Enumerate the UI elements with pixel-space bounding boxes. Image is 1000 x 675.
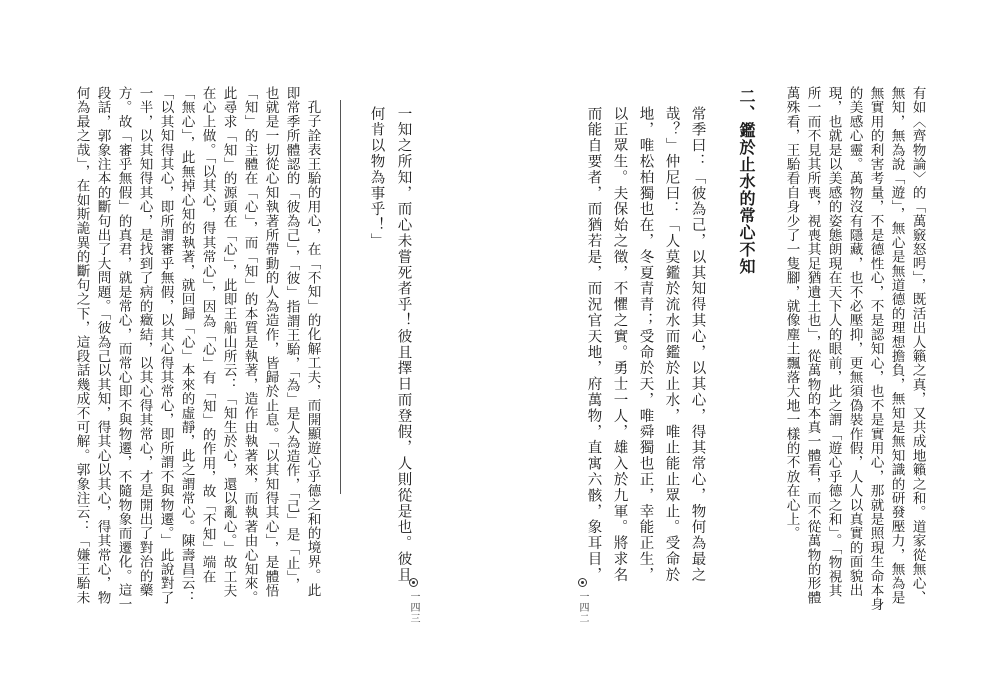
page-number: 一四二	[575, 578, 590, 624]
body-column: 何為最之哉」，在如斯詭異的斷句之下，這段話幾成不可解。郭象注云：「嫌王駘未	[73, 86, 90, 605]
body-column: 現，也就是以美感的姿態朗現在天下人的眼前，此之謂「遊心乎德之和」。「物視其	[825, 86, 842, 598]
body-column: 也就是一切從心知執著所帶動的人為造作，皆歸於止息。「以其知得其心」，是體悟	[262, 86, 279, 598]
body-column: 無知，無為說「遊」，無心是無道德的理想擔負，無知是無知識的研發壓力，無為是	[888, 86, 905, 605]
body-column: 「知」的主體在「心」，而「知」的本質是執著，造作由執著來，而執著由心知來。	[241, 86, 258, 605]
body-column: 「無心」，此無掉心知的執著，就回歸「心」本來的虛靜，此之謂常心。陳壽昌云：	[178, 86, 195, 605]
body-column: 「以其知得其心，即所謂審乎無假，以其心得其常心，即所謂不與物遷。」此說對了	[157, 86, 174, 605]
page-ornament-icon	[409, 578, 418, 587]
quote-column: 常季曰：「彼為己，以其知得其心，以其心，得其常心，物何為最之	[689, 106, 706, 583]
body-column: 此尋求「知」的源頭在「心」，此即王船山所云：「知生於心，還以亂心。」故工夫	[220, 86, 237, 598]
page-ornament-icon	[578, 578, 587, 587]
body-column: 有如〈齊物論〉的「萬竅怒呺」，既活出人籟之真，又共成地籟之和。道家從無心、	[909, 86, 926, 605]
body-column: 的美感心靈。萬物沒有隱藏，也不必壓抑，更無須偽裝作假，人人以真實的面貌出	[846, 86, 863, 598]
section-heading: 二、鑑於止水的常心不知	[737, 88, 756, 275]
page-number: 一四三	[406, 578, 421, 624]
quote-column: 何肯以物為事乎！」	[368, 106, 385, 250]
right-page	[500, 0, 1000, 675]
body-column: 所一而不見其所喪，視喪其足猶遺土也」，從萬物的本真一體看，而不從萬物的形體	[804, 86, 821, 605]
body-column: 段話，郭象注本的斷句出了大問題。「彼為己以其知，得其心以其心，得其常心，物	[94, 86, 111, 605]
body-column: 即常季所體認的「彼為己」，「彼」指謂王駘，「為」是人為造作，「己」是「止」，	[283, 86, 300, 592]
quote-column: 而能自要者，而猶若是，而況官天地，府萬物，直寓六骸，象耳目，	[585, 106, 602, 583]
body-column: 一半，以其知得其心，是找到了病的癥結，以其心得其常心，才是開出了對治的藥	[136, 86, 153, 598]
quote-column: 以正眾生。夫保始之徵，不懼之實。勇士一人，雄入於九軍。將求名	[611, 106, 628, 583]
quote-column: 哉？」仲尼曰：「人莫鑑於流水而鑑於止水，唯止能止眾止。受命於	[663, 106, 680, 583]
body-column: 無實用的利害考量，不是德性心，不是認知心，也不是實用心，那就是照現生命本身	[867, 86, 884, 612]
body-column: 孔子詮表王駘的用心，在「不知」的化解工夫，而開顯遊心乎德之和的境界。此	[304, 100, 321, 597]
body-column: 萬殊看，王駘看自身少了一隻腳，就像塵土飄落大地一樣的不放在心上。	[783, 86, 800, 541]
quote-column: 一知之所知，而心未嘗死者乎！彼且擇日而登假，人則從是也。彼且	[395, 106, 412, 583]
divider-rule	[340, 100, 341, 494]
body-column: 方。故「審乎無假」的真君，就是常心，而常心即不與物遷，不隨物象而遷化。這一	[115, 86, 132, 612]
body-column: 在心上做。「以其心，得其常心」，因為「心」有「知」的作用，故「不知」端在	[199, 86, 216, 584]
quote-column: 地，唯松柏獨也在，冬夏青青；受命於天，唯舜獨也正，幸能正生，	[637, 106, 654, 583]
